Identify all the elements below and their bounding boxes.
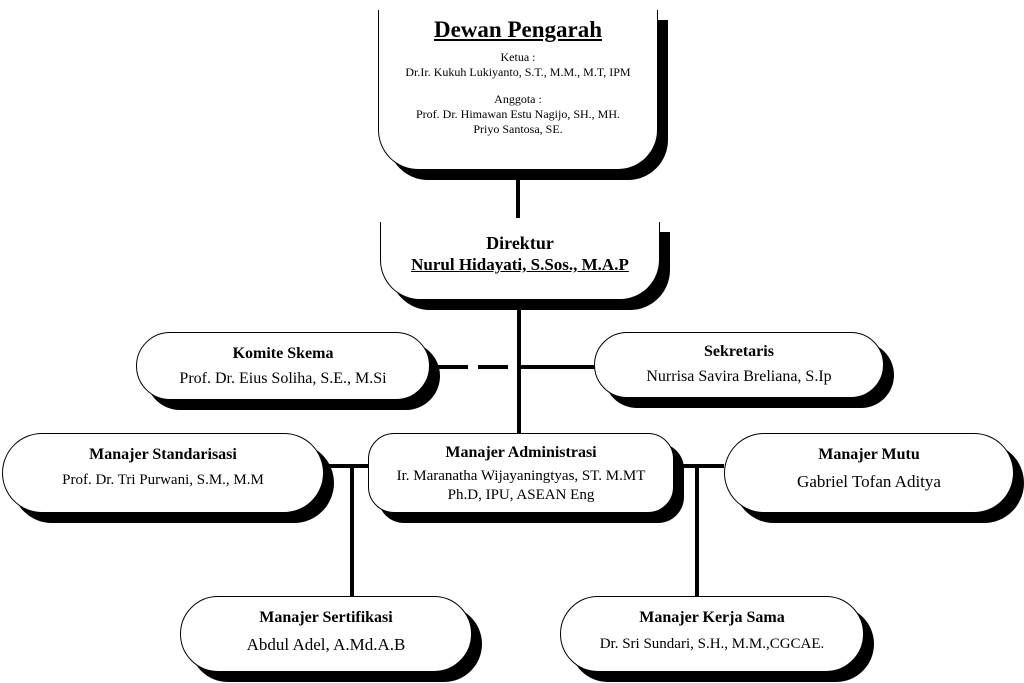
manajer-sertifikasi-title: Manajer Sertifikasi — [259, 609, 393, 626]
direktur-box — [380, 222, 660, 300]
direktur-title: Direktur — [486, 233, 554, 253]
manajer-administrasi-name-line1: Ir. Maranatha Wijayaningtyas, ST. M.MT — [396, 468, 646, 484]
anggota-label: Anggota : — [494, 92, 542, 106]
manajer-standarisasi-box — [2, 433, 324, 513]
dewan-pengarah-title: Dewan Pengarah — [433, 17, 603, 42]
sekretaris-name: Nurrisa Savira Breliana, S.Ip — [646, 368, 832, 385]
komite-skema-name: Prof. Dr. Eius Soliha, S.E., M.Si — [179, 370, 387, 387]
anggota-1-name: Prof. Dr. Himawan Estu Nagijo, SH., MH. — [416, 107, 620, 121]
komite-skema-title: Komite Skema — [232, 345, 334, 362]
ketua-name: Dr.Ir. Kukuh Lukiyanto, S.T., M.M., M.T, IPM — [405, 65, 631, 79]
manajer-kerja-sama-title: Manajer Kerja Sama — [639, 609, 785, 626]
manajer-sertifikasi-name: Abdul Adel, A.Md.A.B — [246, 635, 406, 654]
manajer-kerja-sama-name: Dr. Sri Sundari, S.H., M.M.,CGCAE. — [599, 636, 825, 652]
manajer-sertifikasi-box — [180, 596, 472, 672]
manajer-administrasi-title: Manajer Administrasi — [445, 444, 597, 461]
sekretaris-title: Sekretaris — [704, 343, 774, 360]
manajer-standarisasi-name: Prof. Dr. Tri Purwani, S.M., M.M — [62, 472, 264, 488]
manajer-standarisasi-title: Manajer Standarisasi — [89, 446, 237, 463]
direktur-name: Nurul Hidayati, S.Sos., M.A.P — [411, 255, 629, 274]
manajer-administrasi-name-line2: Ph.D, IPU, ASEAN Eng — [447, 487, 595, 503]
manajer-mutu-title: Manajer Mutu — [818, 446, 920, 463]
manajer-mutu-box — [724, 433, 1014, 513]
manajer-administrasi-box — [368, 433, 674, 513]
ketua-label: Ketua : — [500, 50, 536, 64]
manajer-mutu-name: Gabriel Tofan Aditya — [797, 472, 941, 491]
manajer-kerja-sama-box — [560, 596, 864, 672]
komite-skema-box — [136, 332, 430, 400]
sekretaris-box — [594, 332, 884, 398]
dewan-pengarah-box — [378, 10, 658, 170]
anggota-2-name: Priyo Santosa, SE. — [473, 122, 563, 136]
